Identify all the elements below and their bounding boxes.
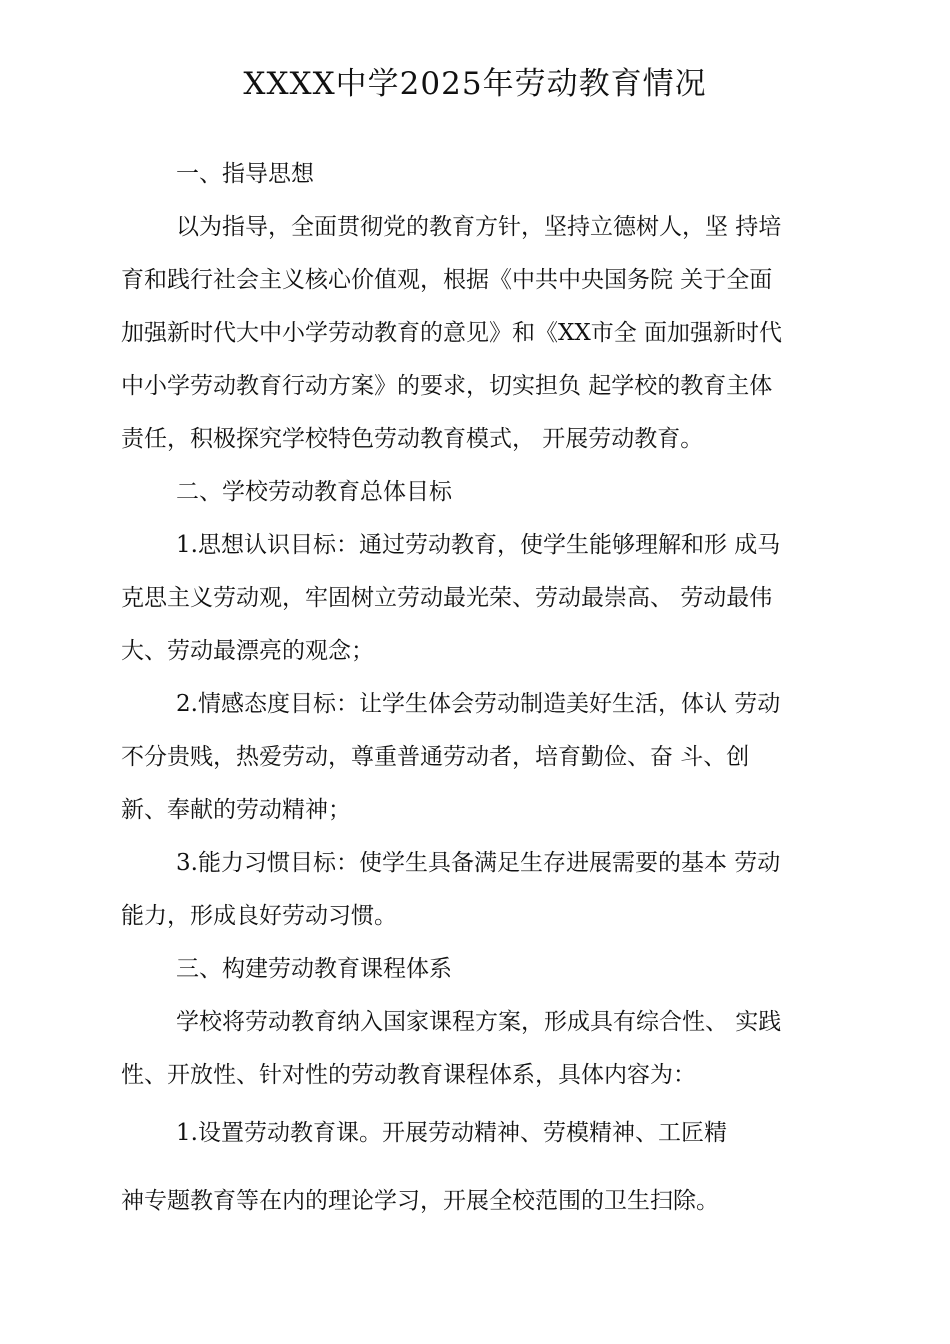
paragraph-line: 3.能力习惯目标：使学生具备满足生存进展需要的基本 劳动 [176,850,781,876]
paragraph-line: 中小学劳动教育行动方案》的要求，切实担负 起学校的教育主体 [121,373,773,399]
paragraph-line: 能力，形成良好劳动习惯。 [121,903,397,929]
paragraph-line: 以为指导，全面贯彻党的教育方针，坚持立德树人，坚 持培 [176,214,782,240]
heading-overall-goals: 二、学校劳动教育总体目标 [176,479,452,505]
heading-curriculum-system: 三、构建劳动教育课程体系 [176,956,452,982]
paragraph-line: 育和践行社会主义核心价值观，根据《中共中央国务院 关于全面 [121,267,773,293]
paragraph-line: 神专题教育等在内的理论学习，开展全校范围的卫生扫除。 [121,1188,719,1214]
paragraph-line: 克思主义劳动观，牢固树立劳动最光荣、劳动最崇高、 劳动最伟 [121,585,773,611]
paragraph-line: 学校将劳动教育纳入国家课程方案，形成具有综合性、 实践 [176,1009,782,1035]
heading-guiding-ideology: 一、指导思想 [176,161,314,187]
paragraph-line: 大、劳动最漂亮的观念； [121,638,374,664]
paragraph-line: 责任，积极探究学校特色劳动教育模式， 开展劳动教育。 [121,426,704,452]
paragraph-line: 新、奉献的劳动精神； [121,797,351,823]
paragraph-line: 加强新时代大中小学劳动教育的意见》和《XX市全 面加强新时代 [121,320,783,346]
paragraph-line: 1.思想认识目标：通过劳动教育，使学生能够理解和形 成马 [176,532,781,558]
paragraph-line: 1.设置劳动教育课。开展劳动精神、劳模精神、工匠精 [176,1120,727,1146]
document-title: XXXX中学2025年劳动教育情况 [243,66,707,102]
paragraph-line: 性、开放性、针对性的劳动教育课程体系，具体内容为： [121,1062,696,1088]
paragraph-line: 不分贵贱，热爱劳动，尊重普通劳动者，培育勤俭、奋 斗、创 [121,744,750,770]
paragraph-line: 2.情感态度目标：让学生体会劳动制造美好生活，体认 劳动 [176,691,781,717]
